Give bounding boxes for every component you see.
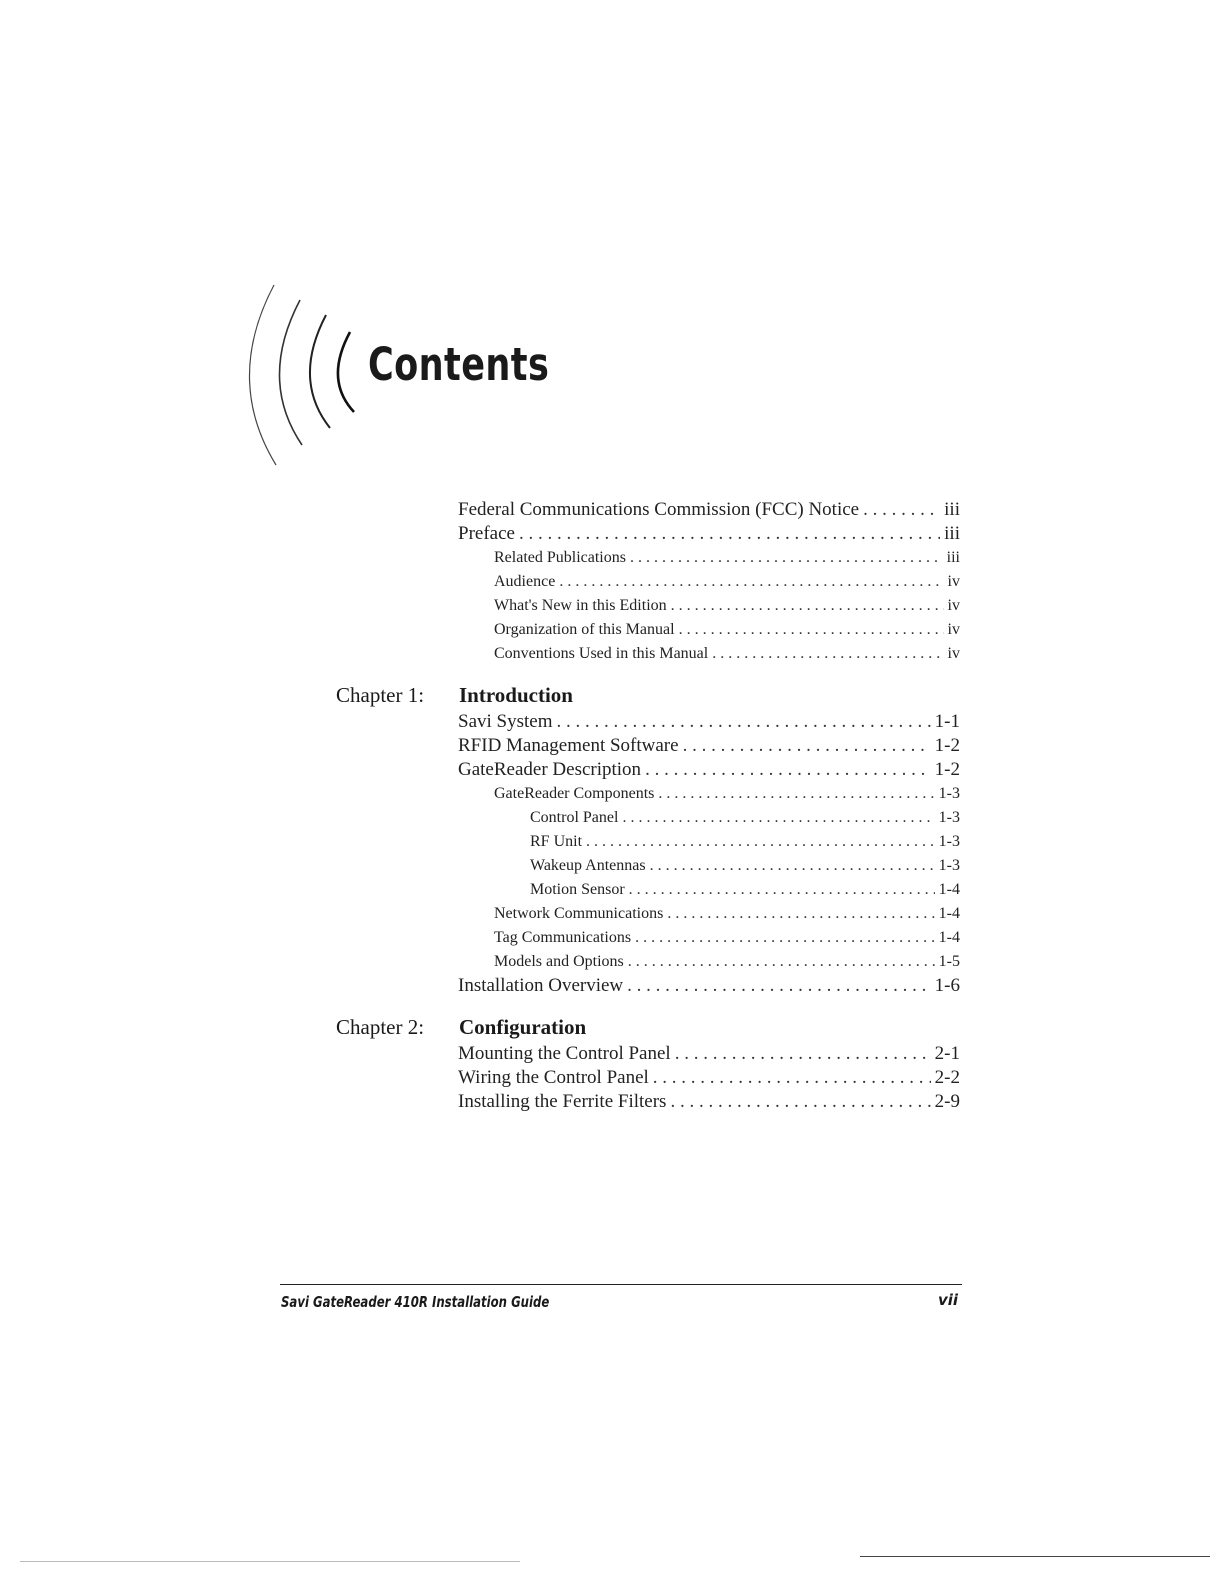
toc-entry-page: iv: [947, 621, 960, 638]
toc-entry-page: 1-1: [934, 711, 960, 732]
chapter-title: Introduction: [459, 683, 573, 707]
toc-entry[interactable]: [458, 878, 960, 902]
toc-entry-page: 1-4: [938, 905, 960, 922]
toc-chapter-1: [336, 680, 960, 998]
toc-entry[interactable]: [458, 758, 960, 782]
dot-leader: [683, 734, 931, 758]
toc-entry-page: 2-9: [934, 1091, 960, 1112]
dot-leader: [679, 618, 944, 642]
toc-entry[interactable]: [458, 854, 960, 878]
toc-entry-label: Related Publications: [494, 549, 626, 566]
toc-entry[interactable]: [458, 734, 960, 758]
toc-entry-page: 2-2: [934, 1067, 960, 1088]
dot-leader: [712, 642, 943, 666]
chapter-number: Chapter 1:: [336, 683, 425, 707]
toc-entry-label: Installation Overview: [458, 975, 624, 996]
toc-entry-page: 2-1: [934, 1043, 960, 1064]
toc-entry-page: 1-2: [934, 735, 960, 756]
table-of-contents: [336, 498, 960, 1114]
dot-leader: [519, 522, 940, 546]
toc-entry-label: Conventions Used in this Manual: [494, 645, 709, 662]
toc-entry[interactable]: [458, 950, 960, 974]
toc-entry-label: Federal Communications Commission (FCC) Notice: [458, 499, 860, 520]
toc-entry-label: GateReader Components: [494, 785, 655, 802]
page-title: Contents: [368, 338, 550, 391]
dot-leader: [667, 902, 934, 926]
chapter-title: Configuration: [459, 1015, 587, 1039]
footer-rule: [280, 1284, 962, 1285]
toc-entry-page: iii: [946, 549, 960, 566]
dot-leader: [628, 950, 935, 974]
chapter-number: Chapter 2:: [336, 1015, 425, 1039]
toc-entry[interactable]: [458, 782, 960, 806]
toc-entry-page: 1-4: [938, 929, 960, 946]
toc-entry-page: 1-4: [938, 881, 960, 898]
toc-entry[interactable]: [458, 806, 960, 830]
toc-entry[interactable]: [458, 642, 960, 666]
toc-entry-label: Mounting the Control Panel: [458, 1043, 671, 1064]
dot-leader: [627, 974, 931, 998]
footer-book-title: Savi GateReader 410R Installation Guide: [281, 1293, 550, 1311]
toc-entry-label: RFID Management Software: [458, 735, 679, 756]
dot-leader: [671, 594, 944, 618]
dot-leader: [556, 710, 930, 734]
toc-entry-page: 1-6: [934, 975, 960, 996]
toc-chapter-2: [336, 1012, 960, 1114]
toc-entry-page: 1-3: [938, 833, 960, 850]
toc-entry[interactable]: [458, 546, 960, 570]
toc-entry[interactable]: [458, 618, 960, 642]
dot-leader: [645, 758, 931, 782]
dot-leader: [653, 1066, 931, 1090]
toc-entry[interactable]: [458, 594, 960, 618]
dot-leader: [586, 830, 935, 854]
toc-entry-label: Savi System: [458, 711, 553, 732]
toc-entry-page: iv: [947, 597, 960, 614]
toc-entry-page: 1-3: [938, 785, 960, 802]
toc-entry-label: Organization of this Manual: [494, 621, 675, 638]
toc-entry-page: iv: [947, 645, 960, 662]
toc-entry[interactable]: [458, 522, 960, 546]
toc-entry-label: Control Panel: [530, 809, 619, 826]
dot-leader: [559, 570, 943, 594]
toc-entry-label: Motion Sensor: [530, 881, 625, 898]
toc-entry-page: iii: [944, 499, 960, 520]
chapter-heading[interactable]: [336, 1012, 960, 1042]
dot-leader: [622, 806, 934, 830]
toc-entry-label: Tag Communications: [494, 929, 632, 946]
toc-entry[interactable]: [458, 498, 960, 522]
toc-entry[interactable]: [458, 974, 960, 998]
toc-entry-label: What's New in this Edition: [494, 597, 667, 614]
toc-entry[interactable]: [458, 1042, 960, 1066]
radio-waves-icon: [244, 280, 374, 480]
dot-leader: [650, 854, 935, 878]
toc-entry[interactable]: [458, 1066, 960, 1090]
toc-entry-label: Installing the Ferrite Filters: [458, 1091, 667, 1112]
toc-entry[interactable]: [458, 710, 960, 734]
toc-entry[interactable]: [458, 830, 960, 854]
toc-entry-page: 1-2: [934, 759, 960, 780]
toc-entry[interactable]: [458, 1090, 960, 1114]
toc-entry-page: iv: [947, 573, 960, 590]
scan-artifact-line: [20, 1561, 520, 1562]
toc-front-matter: [458, 498, 960, 666]
toc-entry[interactable]: [458, 926, 960, 950]
toc-entry-label: RF Unit: [530, 833, 583, 850]
toc-entry[interactable]: [458, 902, 960, 926]
dot-leader: [629, 878, 935, 902]
dot-leader: [658, 782, 934, 806]
toc-entry-label: Wiring the Control Panel: [458, 1067, 649, 1088]
chapter-heading[interactable]: [336, 680, 960, 710]
toc-entry-page: 1-5: [938, 953, 960, 970]
toc-entry-page: 1-3: [938, 809, 960, 826]
toc-entry-label: Preface: [458, 523, 515, 544]
toc-entry[interactable]: [458, 570, 960, 594]
toc-entry-label: GateReader Description: [458, 759, 642, 780]
toc-entry-label: Audience: [494, 573, 556, 590]
toc-entry-page: iii: [944, 523, 960, 544]
scan-artifact-line: [860, 1556, 1210, 1557]
toc-entry-label: Wakeup Antennas: [530, 857, 646, 874]
dot-leader: [630, 546, 943, 570]
dot-leader: [635, 926, 935, 950]
toc-entry-label: Network Communications: [494, 905, 664, 922]
dot-leader: [863, 498, 940, 522]
toc-entry-page: 1-3: [938, 857, 960, 874]
dot-leader: [675, 1042, 931, 1066]
toc-entry-label: Models and Options: [494, 953, 624, 970]
footer-page-number: vii: [938, 1291, 959, 1309]
dot-leader: [670, 1090, 930, 1114]
